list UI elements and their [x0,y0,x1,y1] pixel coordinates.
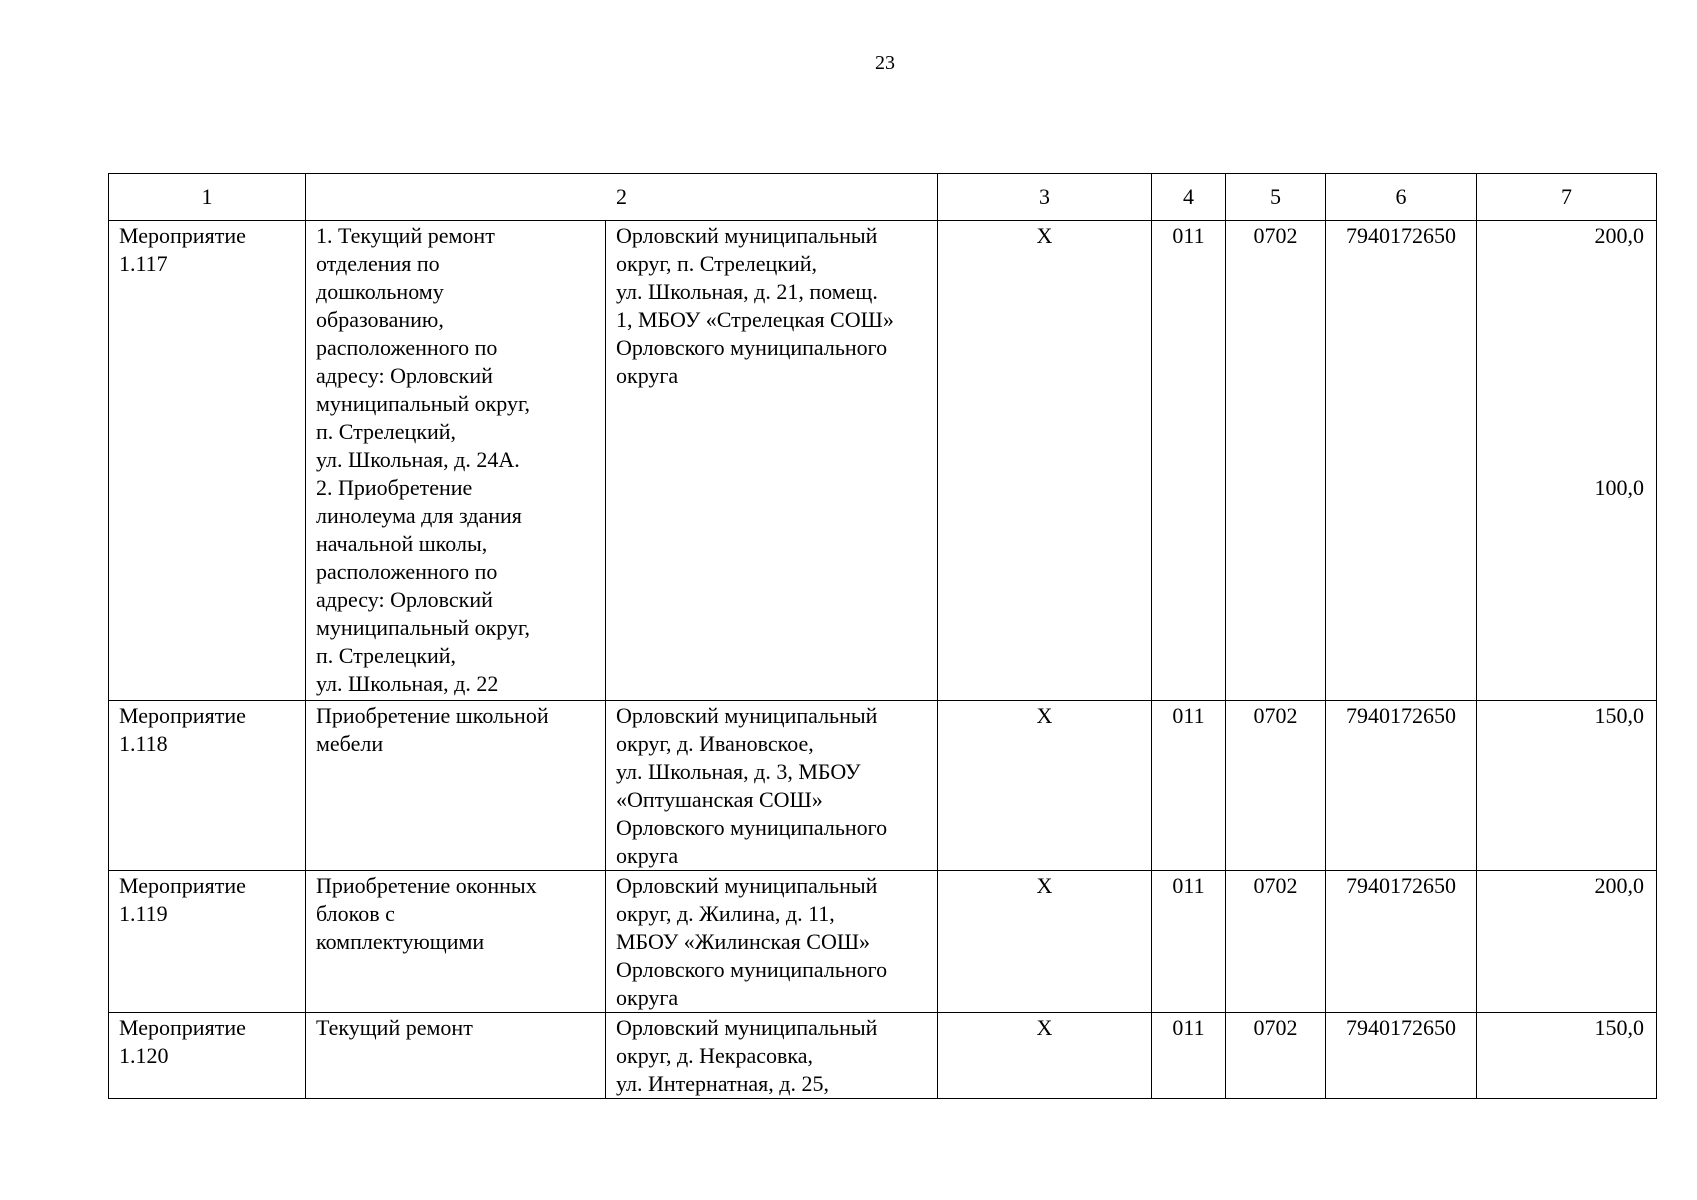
address-cell: Орловский муниципальный округ, п. Стрелецкий, ул. Школьная, д. 21, помещ. 1, МБОУ «Стрелецкая СОШ» Орловского муниципального округа [606,221,938,701]
measure-cell: Мероприятие 1.120 [109,1013,306,1099]
header-row [109,174,1657,221]
header-cell-2: 2 [306,174,938,221]
col3-cell: Х [938,1013,1152,1099]
header-cell-3: 3 [938,174,1152,221]
col6-cell: 7940172650 [1326,221,1477,701]
measure-cell: Мероприятие 1.118 [109,701,306,871]
header-cell-1: 1 [109,174,306,221]
amount-value: 200,0 [1594,223,1644,248]
amount-cell: 150,0 [1477,701,1657,871]
amount-cell: 150,0 [1477,1013,1657,1099]
col6-cell: 7940172650 [1326,1013,1477,1099]
measure-cell: Мероприятие 1.117 [109,221,306,701]
col5-cell: 0702 [1226,1013,1326,1099]
col6-cell: 7940172650 [1326,871,1477,1013]
table-row [109,871,1657,1013]
table-row [109,1013,1657,1099]
description-cell: Приобретение оконных блоков с комплектующими [306,871,606,1013]
col5-cell: 0702 [1226,221,1326,701]
amount-cell [1477,221,1657,701]
address-cell: Орловский муниципальный округ, д. Жилина, д. 11, МБОУ «Жилинская СОШ» Орловского муниципального округа [606,871,938,1013]
header-cell-7: 7 [1477,174,1657,221]
header-cell-6: 6 [1326,174,1477,221]
col3-cell: Х [938,701,1152,871]
col3-cell: Х [938,871,1152,1013]
page-number: 23 [875,52,895,74]
col3-cell: Х [938,221,1152,701]
header-cell-4: 4 [1152,174,1226,221]
address-cell: Орловский муниципальный округ, д. Ивановское, ул. Школьная, д. 3, МБОУ «Оптушанская СОШ» Орловского муниципального округа [606,701,938,871]
header-cell-5: 5 [1226,174,1326,221]
col5-cell: 0702 [1226,871,1326,1013]
amount-cell: 200,0 [1477,871,1657,1013]
col4-cell: 011 [1152,871,1226,1013]
col4-cell: 011 [1152,701,1226,871]
table-row [109,701,1657,871]
col5-cell: 0702 [1226,701,1326,871]
table-row [109,221,1657,701]
amount-spacer [1487,250,1644,474]
col4-cell: 011 [1152,1013,1226,1099]
address-cell: Орловский муниципальный округ, д. Некрасовка, ул. Интернатная, д. 25, [606,1013,938,1099]
description-cell: Приобретение школьной мебели [306,701,606,871]
col4-cell: 011 [1152,221,1226,701]
budget-measures-table [108,173,1657,1099]
description-cell: 1. Текущий ремонт отделения по дошкольному образованию, расположенного по адресу: Орловский муниципальный округ, п. Стрелецкий, ул. Школьная, д. 24А. 2. Приобретение линолеума для здания начальной школы, расположенного по адресу: Орловский муниципальный округ, п. Стрелецкий, ул. Школьная, д. 22 [306,221,606,701]
measure-cell: Мероприятие 1.119 [109,871,306,1013]
description-cell: Текущий ремонт [306,1013,606,1099]
amount-value-secondary: 100,0 [1594,475,1644,500]
col6-cell: 7940172650 [1326,701,1477,871]
